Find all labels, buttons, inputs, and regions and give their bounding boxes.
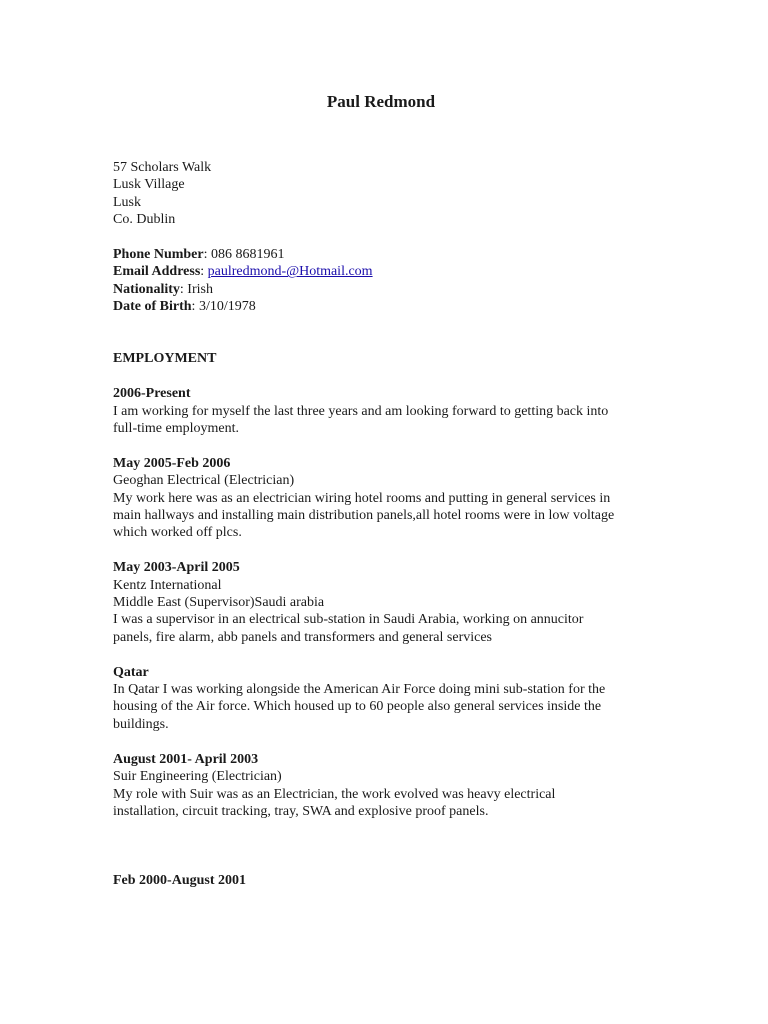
address-line: Co. Dublin [113, 212, 176, 228]
employment-entry [113, 751, 673, 821]
spacer [113, 820, 673, 837]
spacer [113, 368, 673, 385]
entry-text-line: Suir Engineering (Electrician) [113, 769, 282, 785]
label-separator: : [191, 299, 199, 315]
phone-value: 086 8681961 [211, 247, 285, 263]
email-row [113, 263, 673, 280]
dob-value: 3/10/1978 [198, 299, 256, 315]
address-line: Lusk Village [113, 177, 185, 193]
entry-text-line: housing of the Air force. Which housed up to 60 people also general services inside the [113, 699, 602, 715]
entry-text-line: which worked off plcs. [113, 525, 242, 541]
employment-entry [113, 455, 673, 542]
spacer [113, 733, 673, 750]
nationality-label: Nationality [113, 281, 180, 297]
label-separator: : [203, 247, 212, 263]
employment-entry [113, 559, 673, 646]
entry-text-line: buildings. [113, 716, 169, 732]
entry-text-line: installation, circuit tracking, tray, SWA and explosive proof panels. [113, 803, 489, 819]
entry-text-line: panels, fire alarm, abb panels and transformers and general services [113, 629, 493, 645]
spacer [113, 333, 673, 350]
spacer [113, 542, 673, 559]
entry-period: May 2005-Feb 2006 [113, 455, 231, 471]
entry-period: Feb 2000-August 2001 [113, 873, 247, 889]
entry-text-line: Geoghan Electrical (Electrician) [113, 473, 295, 489]
spacer [113, 838, 673, 855]
email-label: Email Address [113, 264, 201, 280]
address-block [113, 159, 673, 229]
entry-text-line: main hallways and installing main distribution panels,all hotel rooms were in low voltage [113, 508, 615, 524]
entry-text-line: Middle East (Supervisor)Saudi arabia [113, 595, 325, 611]
spacer [113, 646, 673, 663]
entry-period: 2006-Present [113, 386, 191, 402]
entry-text-line: Kentz International [113, 577, 222, 593]
entry-text-line: My role with Suir was as an Electrician, the work evolved was heavy electrical [113, 786, 556, 802]
entry-text-line: I was a supervisor in an electrical sub-station in Saudi Arabia, working on annucitor [113, 612, 584, 628]
entry-text-line: I am working for myself the last three years and am looking forward to getting back into [113, 403, 609, 419]
address-line: 57 Scholars Walk [113, 160, 212, 175]
entry-text-line: In Qatar I was working alongside the American Air Force doing mini sub-station for the [113, 682, 606, 698]
nationality-row [113, 281, 673, 298]
nationality-value: Irish [187, 281, 213, 297]
label-separator: : [200, 264, 208, 280]
employment-heading: EMPLOYMENT [113, 351, 217, 367]
employment-entry [113, 385, 673, 437]
contact-block [113, 246, 673, 316]
resume-name-heading: Paul Redmond [326, 92, 436, 111]
spacer [113, 855, 673, 872]
email-link[interactable]: paulredmond-@Hotmail.com [207, 264, 373, 280]
entry-text-line: My work here was as an electrician wiring hotel rooms and putting in general services in [113, 490, 611, 506]
resume-body [113, 159, 673, 890]
entry-text-line: full-time employment. [113, 421, 239, 437]
entry-period: May 2003-April 2005 [113, 560, 240, 576]
entry-period: August 2001- April 2003 [113, 751, 259, 767]
address-line: Lusk [113, 194, 141, 210]
employment-entry [113, 664, 673, 734]
spacer [113, 229, 673, 246]
label-separator: : [179, 281, 188, 297]
spacer [113, 316, 673, 333]
entry-period: Qatar [113, 664, 149, 680]
dob-row [113, 298, 673, 315]
phone-label: Phone Number [113, 247, 204, 263]
dob-label: Date of Birth [113, 299, 192, 315]
spacer [113, 437, 673, 454]
phone-row [113, 246, 673, 263]
